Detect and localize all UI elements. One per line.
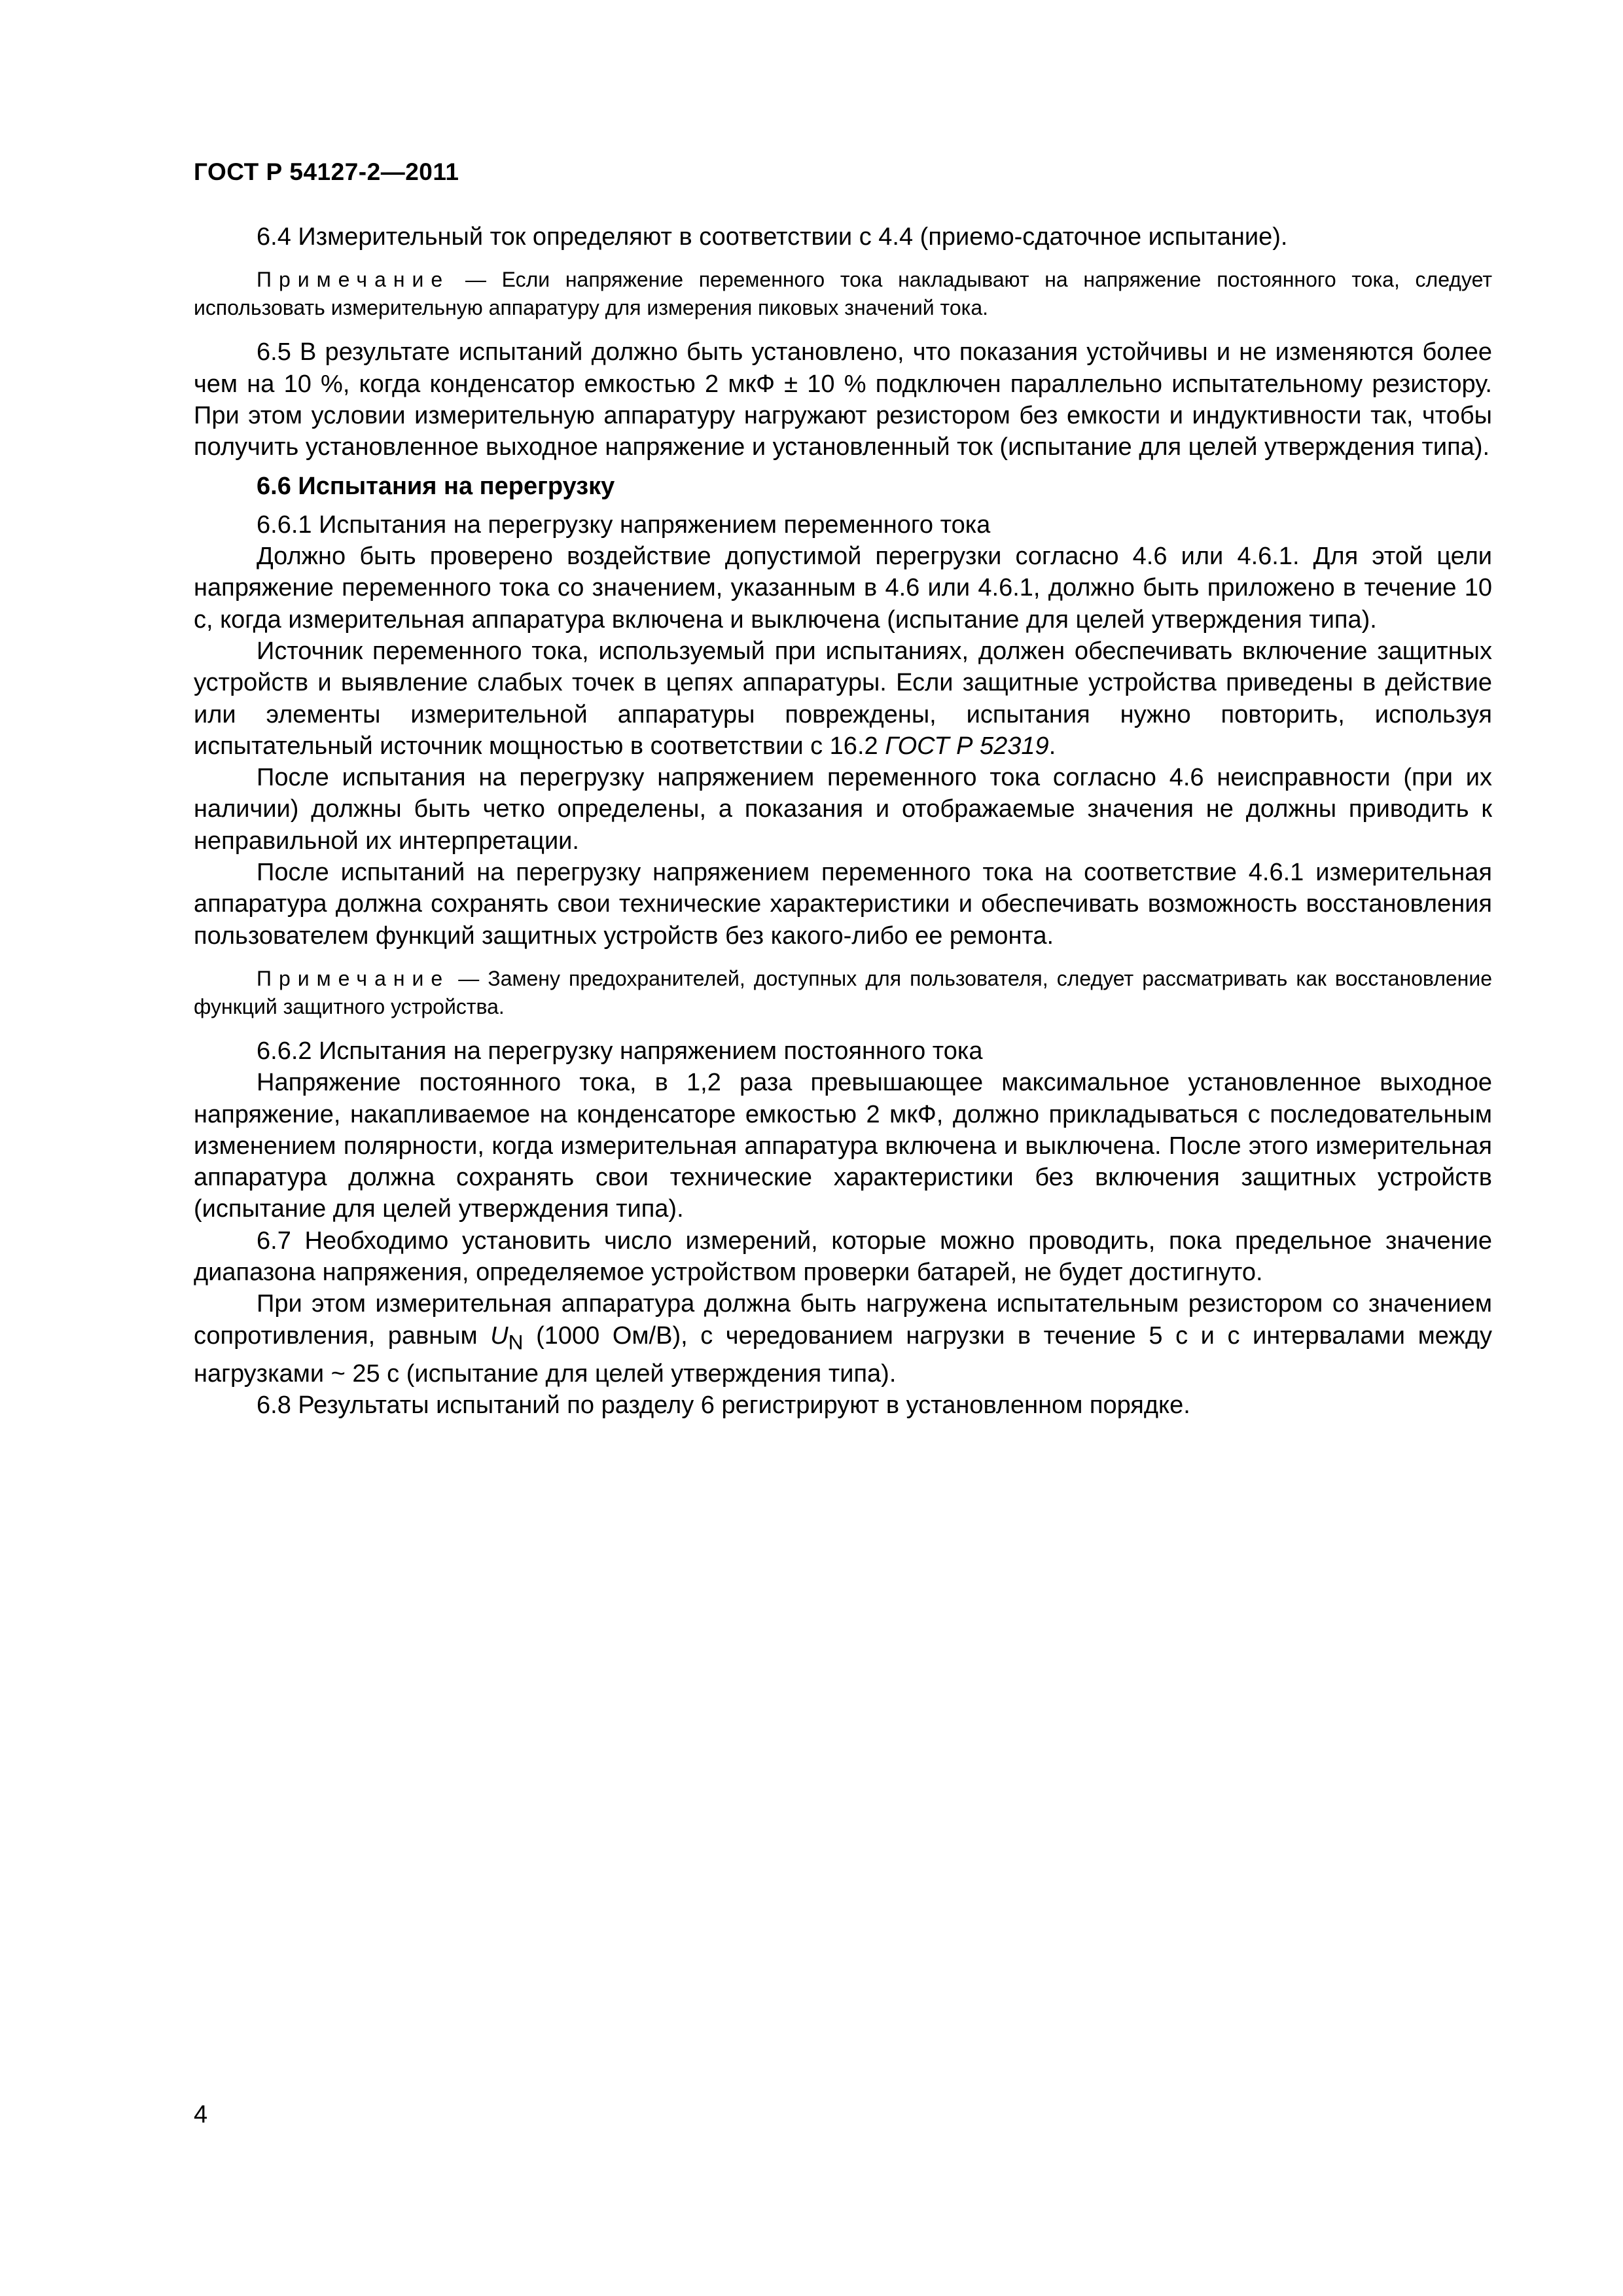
standard-reference: ГОСТ Р 52319 (885, 732, 1049, 760)
note-1-lead: Примечание (257, 268, 450, 292)
page-number: 4 (194, 2101, 208, 2128)
paragraph-6-6-1-c: После испытания на перегрузку напряжением переменного тока согласно 4.6 неисправности (при их наличии) должны быть четко определены, а показания и отображаемые значения не должны приводить к неправильной их интерпретации. (194, 764, 1492, 855)
note-1-text: — Если напряжение переменного тока накладывают на напряжение постоянного тока, следует использовать измерительную аппаратуру для измерения пиковых значений тока. (194, 268, 1493, 320)
paragraph-6-6-1-b-text: Источник переменного тока, используемый при испытаниях, должен обеспечивать включение защитных устройств и выявление слабых точек в цепях аппаратуры. Если защитные устройства приведены в действие или элементы измерительной аппаратуры повреждены, испытания нужно повторить, используя испытательный источник мощностью в соответствии с 16.2 (194, 637, 1492, 760)
paragraph-6-7-a-start: При этом измерительная аппаратура должна быть нагружена испытательным резистором со значением сопротивления, равным (194, 1290, 1492, 1350)
note-2-lead: Примечание (257, 966, 450, 990)
paragraph-6-6-1-b-end: . (1048, 732, 1056, 760)
paragraph-6-5: 6.5 В результате испытаний должно быть установлено, что показания устойчивы и не изменяются более чем на 10 %, когда конденсатор емкостью 2 мкФ ± 10 % подключен параллельно испытательному резистору. При этом условии измерительную аппаратуру нагружают резистором без емкости и индуктивности так, чтобы получить установленное выходное напряжение и установленный ток (испытание для целей утверждения типа). (194, 338, 1492, 461)
voltage-variable: U (490, 1321, 508, 1350)
paragraph-6-6-1-b (194, 636, 1492, 762)
paragraph-6-8: 6.8 Результаты испытаний по разделу 6 регистрируют в установленном порядке. (257, 1391, 1190, 1419)
paragraph-6-7-a-end: (1000 Ом/В), с чередованием нагрузки в течение 5 с и с интервалами между нагрузками ~ 25 с (испытание для целей утверждения типа). (194, 1321, 1493, 1388)
paragraph-6-7: 6.7 Необходимо установить число измерений, которые можно проводить, пока предельное значение диапазона напряжения, определяемое устройством проверки батарей, не будет достигнуто. (194, 1227, 1492, 1287)
paragraph-6-6-2-title: 6.6.2 Испытания на перегрузку напряжением постоянного тока (257, 1037, 983, 1065)
document-header: ГОСТ Р 54127-2—2011 (194, 158, 459, 185)
paragraph-6-6-2-a: Напряжение постоянного тока, в 1,2 раза превышающее максимальное установленное выходное напряжение, накапливаемое на конденсаторе емкостью 2 мкФ, должно прикладываться с последовательным изменением полярности, когда измерительная аппаратура включена и выключена. После этого измерительная аппаратура должна сохранять свои технические характеристики без включения защитных устройств (испытание для целей утверждения типа). (194, 1069, 1492, 1223)
paragraph-6-7-a (194, 1288, 1492, 1389)
document-body (194, 221, 1492, 1421)
note-2-text: — Замену предохранителей, доступных для пользователя, следует рассматривать как восстановление функций защитного устройства. (194, 966, 1493, 1018)
paragraph-6-6-1-title: 6.6.1 Испытания на перегрузку напряжением переменного тока (257, 511, 991, 539)
section-heading-6-6: 6.6 Испытания на перегрузку (257, 473, 615, 501)
paragraph-6-4: 6.4 Измерительный ток определяют в соответствии с 4.4 (приемо-сдаточное испытание). (257, 223, 1288, 251)
note-1 (194, 266, 1492, 322)
note-2 (194, 965, 1492, 1021)
voltage-subscript: N (508, 1330, 524, 1354)
paragraph-6-6-1-a: Должно быть проверено воздействие допустимой перегрузки согласно 4.6 или 4.6.1. Для этой цели напряжение переменного тока со значением, указанным в 4.6 или 4.6.1, должно быть приложено в течение 10 с, когда измерительная аппаратура включена и выключена (испытание для целей утверждения типа). (194, 543, 1492, 634)
paragraph-6-6-1-d: После испытаний на перегрузку напряжением переменного тока на соответствие 4.6.1 измерительная аппаратура должна сохранять свои технические характеристики и обеспечивать возможность восстановления пользователем функций защитных устройств без какого-либо ее ремонта. (194, 859, 1492, 950)
